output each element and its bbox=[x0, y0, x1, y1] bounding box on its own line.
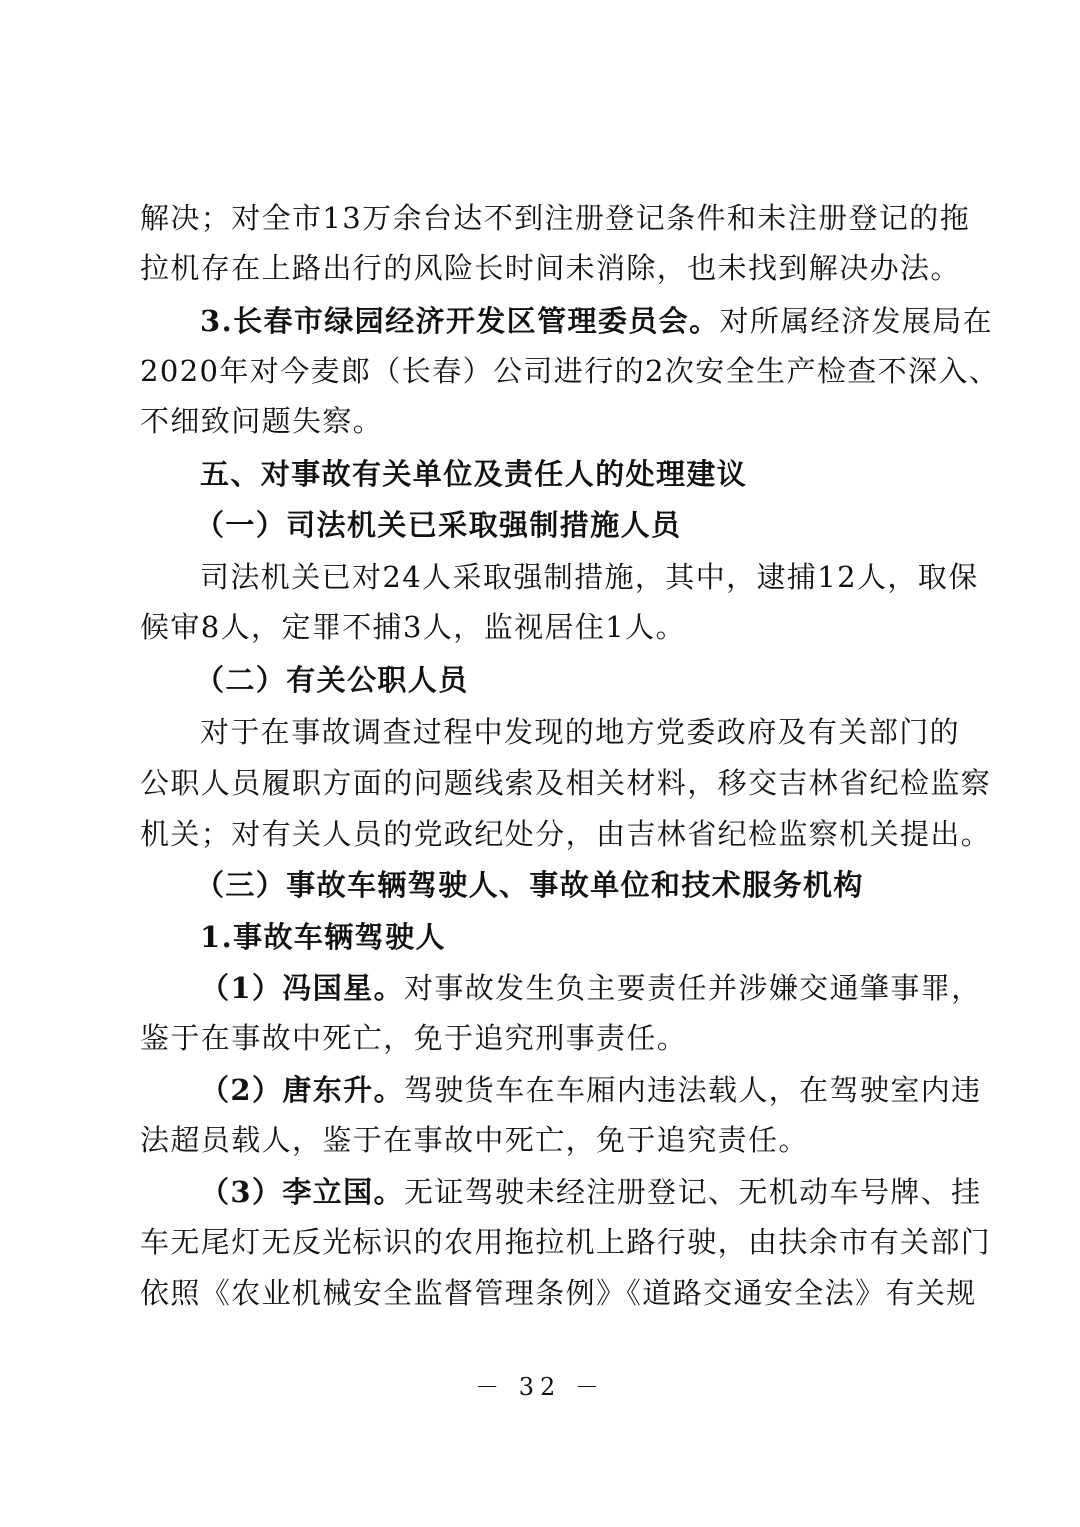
text-line: 不细致问题失察。 bbox=[140, 404, 384, 438]
section-heading: 五、对事故有关单位及责任人的处理建议 bbox=[200, 457, 748, 491]
text-line: 2020年对今麦郎（长春）公司进行的2次安全生产检查不深入、 bbox=[140, 354, 1000, 388]
text-line: 公职人员履职方面的问题线索及相关材料，移交吉林省纪检监察 bbox=[140, 766, 992, 800]
subsection-heading: （二）有关公职人员 bbox=[195, 663, 469, 697]
item-text: 驾驶货车在车厢内违法载人，在驾驶室内违 bbox=[403, 1073, 982, 1107]
text-line: 对于在事故调查过程中发现的地方党委政府及有关部门的 bbox=[200, 715, 961, 749]
item-title: （1）冯国星。 bbox=[200, 971, 404, 1005]
text-line: 依照《农业机械安全监督管理条例》《道路交通安全法》有关规 bbox=[140, 1276, 977, 1310]
item-heading: 1.事故车辆驾驶人 bbox=[200, 920, 446, 954]
item-text: 无证驾驶未经注册登记、无机动车号牌、挂 bbox=[403, 1175, 982, 1209]
item-title: （2）唐东升。 bbox=[200, 1073, 404, 1107]
item-title: 3.长春市绿园经济开发区管理委员会。 bbox=[200, 304, 720, 338]
text-line: 法超员载人，鉴于在事故中死亡，免于追究责任。 bbox=[140, 1123, 809, 1157]
item-paragraph bbox=[200, 1070, 982, 1110]
text-line: 解决；对全市13万余台达不到注册登记条件和未注册登记的拖 bbox=[140, 201, 971, 235]
page-number: － 32 － bbox=[475, 1373, 605, 1401]
item-paragraph bbox=[200, 301, 994, 341]
subsection-heading: （三）事故车辆驾驶人、事故单位和技术服务机构 bbox=[195, 868, 864, 902]
item-paragraph bbox=[200, 968, 982, 1008]
text-line: 机关；对有关人员的党政纪处分，由吉林省纪检监察机关提出。 bbox=[140, 817, 992, 851]
text-line: 鉴于在事故中死亡，免于追究刑事责任。 bbox=[140, 1021, 688, 1055]
text-line: 拉机存在上路出行的风险长时间未消除，也未找到解决办法。 bbox=[140, 251, 961, 285]
text-line: 候审8人，定罪不捕3人，监视居住1人。 bbox=[140, 610, 686, 644]
item-text: 对所属经济发展局在 bbox=[719, 304, 994, 338]
item-paragraph bbox=[200, 1172, 982, 1212]
subsection-heading: （一）司法机关已采取强制措施人员 bbox=[195, 508, 682, 542]
text-line: 司法机关已对24人采取强制措施，其中，逮捕12人，取保 bbox=[200, 560, 979, 594]
item-title: （3）李立国。 bbox=[200, 1175, 404, 1209]
item-text: 对事故发生负主要责任并涉嫌交通肇事罪， bbox=[403, 971, 982, 1005]
text-line: 车无尾灯无反光标识的农用拖拉机上路行驶，由扶余市有关部门 bbox=[140, 1225, 992, 1259]
